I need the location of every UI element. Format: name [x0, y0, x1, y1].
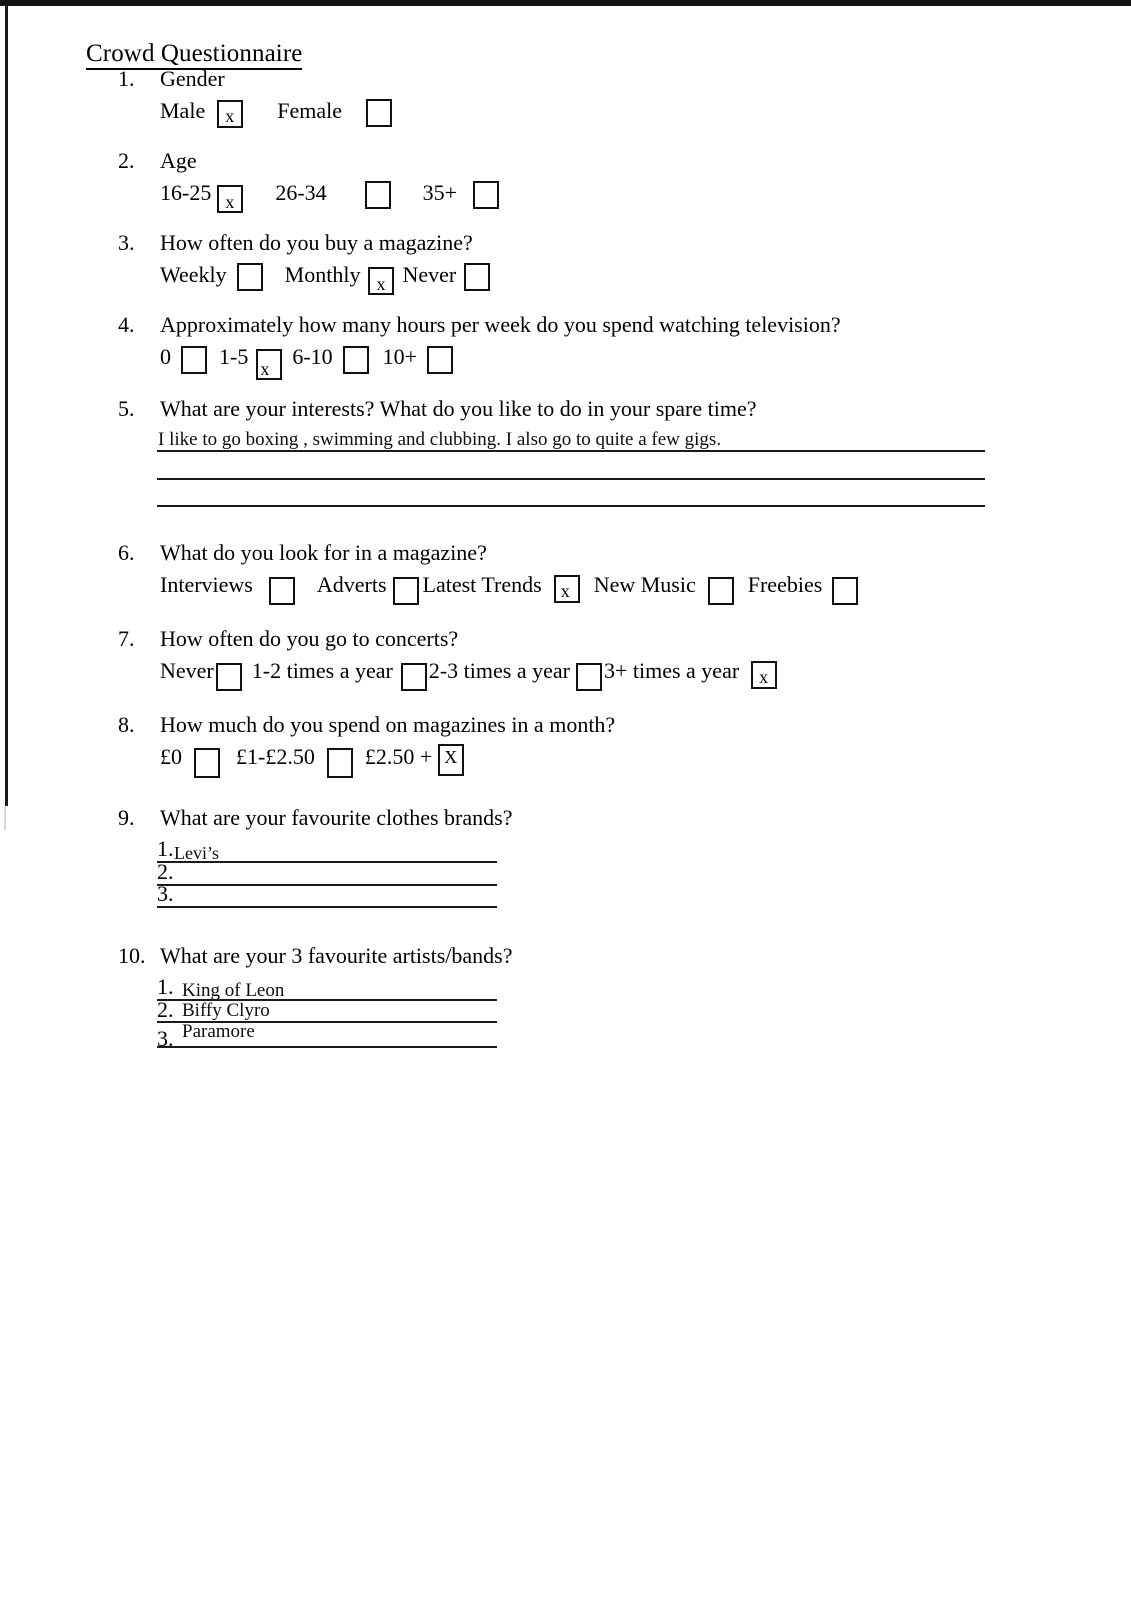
question-7-number: 7. [118, 626, 135, 651]
page-title-text: Crowd Questionnaire [86, 40, 302, 70]
option-concerts-2-3 [429, 656, 602, 691]
option-age-16-25-label: 16-25 [160, 180, 212, 205]
question-9-number: 9. [118, 805, 135, 830]
question-4-heading [118, 312, 841, 338]
checkbox-tv-1-5-mark: x [260, 359, 270, 379]
checkbox-age-26-34[interactable] [365, 181, 391, 209]
checkbox-buy-weekly[interactable] [237, 263, 263, 291]
question-10-item-3-number: 3. [157, 1026, 174, 1051]
question-1-options [160, 96, 392, 128]
question-6-options [160, 570, 858, 605]
question-8-text: How much do you spend on magazines in a month? [160, 712, 616, 737]
checkbox-tv-6-10[interactable] [343, 346, 369, 374]
checkbox-look-interviews[interactable] [269, 577, 295, 605]
question-2 [118, 148, 499, 213]
option-spend-1-250 [236, 742, 353, 778]
question-2-number: 2. [118, 148, 135, 173]
option-male-label: Male [160, 98, 206, 123]
option-concerts-never [160, 656, 242, 691]
checkbox-look-latest-trends[interactable] [554, 575, 580, 603]
question-3-text: How often do you buy a magazine? [160, 230, 473, 255]
question-10-rule-3 [157, 1046, 497, 1048]
option-look-freebies-label: Freebies [747, 572, 823, 597]
scan-left-border-fade [4, 806, 6, 830]
option-tv-10-plus [383, 342, 453, 374]
checkbox-male[interactable] [217, 100, 243, 128]
checkbox-look-adverts[interactable] [393, 577, 419, 605]
option-spend-1-250-label: £1-£2.50 [236, 744, 315, 769]
checkbox-buy-monthly[interactable] [368, 267, 394, 295]
question-8-heading [118, 712, 615, 738]
question-7-heading [118, 626, 777, 652]
question-10-text: What are your 3 favourite artists/bands? [160, 943, 513, 968]
checkbox-tv-1-5[interactable] [256, 349, 282, 380]
question-5-answer-line-1[interactable]: I like to go boxing , swimming and clubbing. I also go to quite a few gigs. [158, 429, 722, 450]
option-buy-never [402, 260, 490, 291]
question-4-number: 4. [118, 312, 135, 337]
option-concerts-3-plus [604, 656, 777, 689]
question-6-heading [118, 540, 858, 566]
question-10-item-1-number: 1. [157, 974, 174, 999]
question-9-text: What are your favourite clothes brands? [160, 805, 513, 830]
question-5-rule-1 [157, 450, 985, 452]
option-tv-6-10 [292, 342, 368, 374]
question-1 [118, 66, 392, 128]
question-9-item-2-number: 2. [157, 859, 174, 884]
question-4-options [160, 342, 841, 380]
option-buy-weekly-label: Weekly [160, 262, 227, 287]
question-4 [118, 312, 841, 380]
question-1-heading [118, 66, 392, 92]
option-concerts-1-2 [252, 656, 427, 691]
question-5-number: 5. [118, 396, 135, 421]
question-10-number: 10. [118, 943, 146, 968]
checkbox-tv-10-plus[interactable] [427, 346, 453, 374]
checkbox-concerts-3-plus-mark: x [759, 667, 769, 687]
option-tv-0 [160, 342, 207, 374]
question-3 [118, 230, 490, 295]
option-look-latest-trends [423, 570, 580, 603]
checkbox-age-35-plus[interactable] [473, 181, 499, 209]
option-age-16-25 [160, 178, 243, 213]
question-9-rule-3 [157, 906, 497, 908]
option-concerts-never-label: Never [160, 658, 214, 683]
question-9-item-1-value[interactable]: Levi’s [174, 843, 219, 863]
checkbox-spend-250-plus[interactable] [438, 744, 464, 776]
option-buy-monthly-label: Monthly [284, 262, 361, 287]
checkbox-spend-250-plus-mark: X [444, 747, 458, 767]
question-9-rule-2 [157, 884, 497, 886]
question-10-item-2-number: 2. [157, 997, 174, 1022]
option-female-label: Female [277, 98, 342, 123]
option-tv-1-5-label: 1-5 [219, 344, 249, 369]
checkbox-look-new-music[interactable] [708, 577, 734, 605]
question-5-heading [118, 396, 756, 422]
checkbox-age-16-25[interactable] [217, 185, 243, 213]
question-5-rule-2 [157, 478, 985, 480]
option-look-interviews [160, 570, 295, 605]
checkbox-tv-0[interactable] [181, 346, 207, 374]
question-1-number: 1. [118, 66, 135, 91]
option-tv-1-5 [219, 342, 282, 380]
page-title [86, 40, 302, 68]
option-look-interviews-label: Interviews [160, 572, 253, 597]
checkbox-buy-never[interactable] [464, 263, 490, 291]
option-buy-never-label: Never [402, 262, 457, 287]
checkbox-look-latest-trends-mark: x [560, 581, 570, 601]
question-8 [118, 712, 615, 778]
option-look-new-music [594, 570, 734, 605]
checkbox-concerts-never[interactable] [216, 663, 242, 691]
option-spend-0 [160, 742, 220, 778]
question-3-number: 3. [118, 230, 135, 255]
option-concerts-1-2-label: 1-2 times a year [251, 658, 393, 683]
question-8-number: 8. [118, 712, 135, 737]
question-9-heading [118, 805, 512, 831]
question-10-item-2-value[interactable]: Biffy Clyro [182, 1000, 270, 1021]
question-7-text: How often do you go to concerts? [160, 626, 459, 651]
question-10 [118, 943, 512, 969]
question-2-text: Age [160, 148, 197, 173]
question-6-text: What do you look for in a magazine? [160, 540, 487, 565]
checkbox-concerts-3-plus[interactable] [751, 661, 777, 689]
option-tv-0-label: 0 [160, 344, 171, 369]
question-6-number: 6. [118, 540, 135, 565]
question-2-options [160, 178, 499, 213]
scan-top-border [0, 0, 1131, 6]
question-7 [118, 626, 777, 691]
checkbox-female[interactable] [366, 99, 392, 127]
option-look-adverts [317, 570, 419, 605]
question-3-options [160, 260, 490, 295]
question-4-text: Approximately how many hours per week do you spend watching television? [160, 312, 841, 337]
checkbox-spend-0[interactable] [194, 748, 220, 778]
option-age-35-plus-label: 35+ [422, 180, 458, 205]
checkbox-age-16-25-mark: x [225, 192, 235, 212]
question-3-heading [118, 230, 490, 256]
option-look-freebies [748, 570, 859, 605]
question-9 [118, 805, 512, 831]
option-age-35-plus [423, 178, 499, 209]
option-buy-weekly [160, 260, 263, 291]
question-7-options [160, 656, 777, 691]
question-5-rule-3 [157, 505, 985, 507]
scan-left-border [5, 6, 8, 806]
checkbox-buy-monthly-mark: x [376, 274, 386, 294]
option-tv-10-plus-label: 10+ [382, 344, 418, 369]
question-9-rule-1 [157, 861, 497, 863]
question-9-item-3-number: 3. [157, 881, 174, 906]
option-female [277, 96, 392, 127]
question-10-item-1-value[interactable]: King of Leon [182, 980, 285, 1001]
option-concerts-3-plus-label: 3+ times a year [603, 658, 740, 683]
checkbox-spend-1-250[interactable] [327, 748, 353, 778]
checkbox-concerts-2-3[interactable] [576, 663, 602, 691]
checkbox-male-mark: x [225, 106, 235, 126]
option-spend-0-label: £0 [160, 744, 182, 769]
question-2-heading [118, 148, 499, 174]
checkbox-concerts-1-2[interactable] [401, 663, 427, 691]
question-5 [118, 396, 756, 422]
question-5-text: What are your interests? What do you like to do in your spare time? [160, 396, 757, 421]
question-10-item-3-value[interactable]: Paramore [182, 1021, 255, 1042]
option-male [160, 96, 243, 128]
option-age-26-34 [275, 178, 390, 209]
question-6 [118, 540, 858, 605]
option-look-new-music-label: New Music [593, 572, 696, 597]
option-tv-6-10-label: 6-10 [292, 344, 333, 369]
option-spend-250-plus-label: £2.50 + [364, 744, 433, 769]
option-look-latest-trends-label: Latest Trends [422, 572, 542, 597]
question-1-text: Gender [160, 66, 225, 91]
option-buy-monthly [285, 260, 395, 295]
option-age-26-34-label: 26-34 [275, 180, 327, 205]
option-look-adverts-label: Adverts [316, 572, 387, 597]
question-9-item-1-number: 1. [157, 836, 174, 861]
checkbox-look-freebies[interactable] [832, 577, 858, 605]
question-10-heading [118, 943, 512, 969]
option-spend-250-plus [365, 742, 464, 776]
question-8-options [160, 742, 615, 778]
option-concerts-2-3-label: 2-3 times a year [428, 658, 570, 683]
